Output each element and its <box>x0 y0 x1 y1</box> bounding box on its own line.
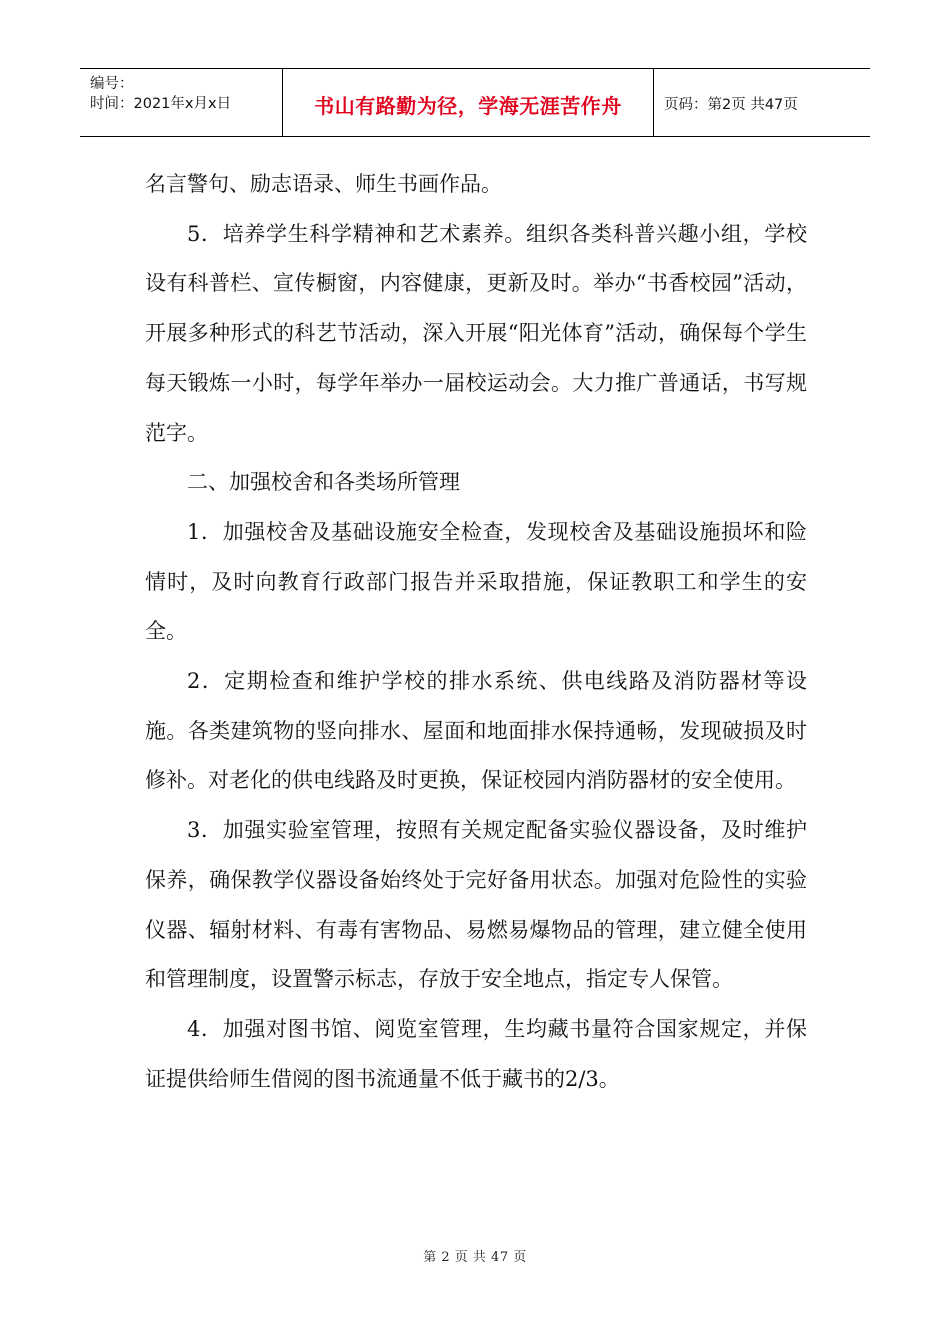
page-header <box>80 68 870 137</box>
document-body <box>145 160 807 1104</box>
section-heading: 二、加强校舍和各类场所管理 <box>187 470 460 495</box>
paragraph: 名言警句、励志语录、师生书画作品。 <box>145 172 502 196</box>
serial-number-label: 编号： <box>90 76 134 92</box>
header-page-info: 页码：第2页 共47页 <box>664 97 798 113</box>
page-footer: 第 2 页 共 47 页 <box>423 1250 527 1265</box>
paragraph: 5．培养学生科学精神和艺术素养。组织各类科普兴趣小组，学校设有科普栏、宣传橱窗，内容健康，更新及时。举办“书香校园”活动，开展多种形式的科艺节活动，深入开展“阳光体育”活动，确保每个学生每天锻炼一小时，每学年举办一届校运动会。大力推广普通话，书写规范字。 <box>145 221 807 445</box>
header-meta <box>80 69 283 136</box>
date-label: 时间：2021年x月x日 <box>90 96 232 112</box>
paragraph: 2．定期检查和维护学校的排水系统、供电线路及消防器材等设施。各类建筑物的竖向排水、屋面和地面排水保持通畅，发现破损及时修补。对老化的供电线路及时更换，保证校园内消防器材的安全使用。 <box>145 669 807 793</box>
paragraph: 3．加强实验室管理，按照有关规定配备实验仪器设备，及时维护保养，确保教学仪器设备始终处于完好备用状态。加强对危险性的实验仪器、辐射材料、有毒有害物品、易燃易爆物品的管理，建立健全使用和管理制度，设置警示标志，存放于安全地点，指定专人保管。 <box>145 818 807 992</box>
paragraph: 4．加强对图书馆、阅览室管理，生均藏书量符合国家规定，并保证提供给师生借阅的图书流通量不低于藏书的2/3。 <box>145 1016 807 1091</box>
header-motto: 书山有路勤为径，学海无涯苦作舟 <box>283 69 654 136</box>
paragraph: 1．加强校舍及基础设施安全检查，发现校舍及基础设施损坏和险情时，及时向教育行政部门报告并采取措施，保证教职工和学生的安全。 <box>145 519 807 644</box>
